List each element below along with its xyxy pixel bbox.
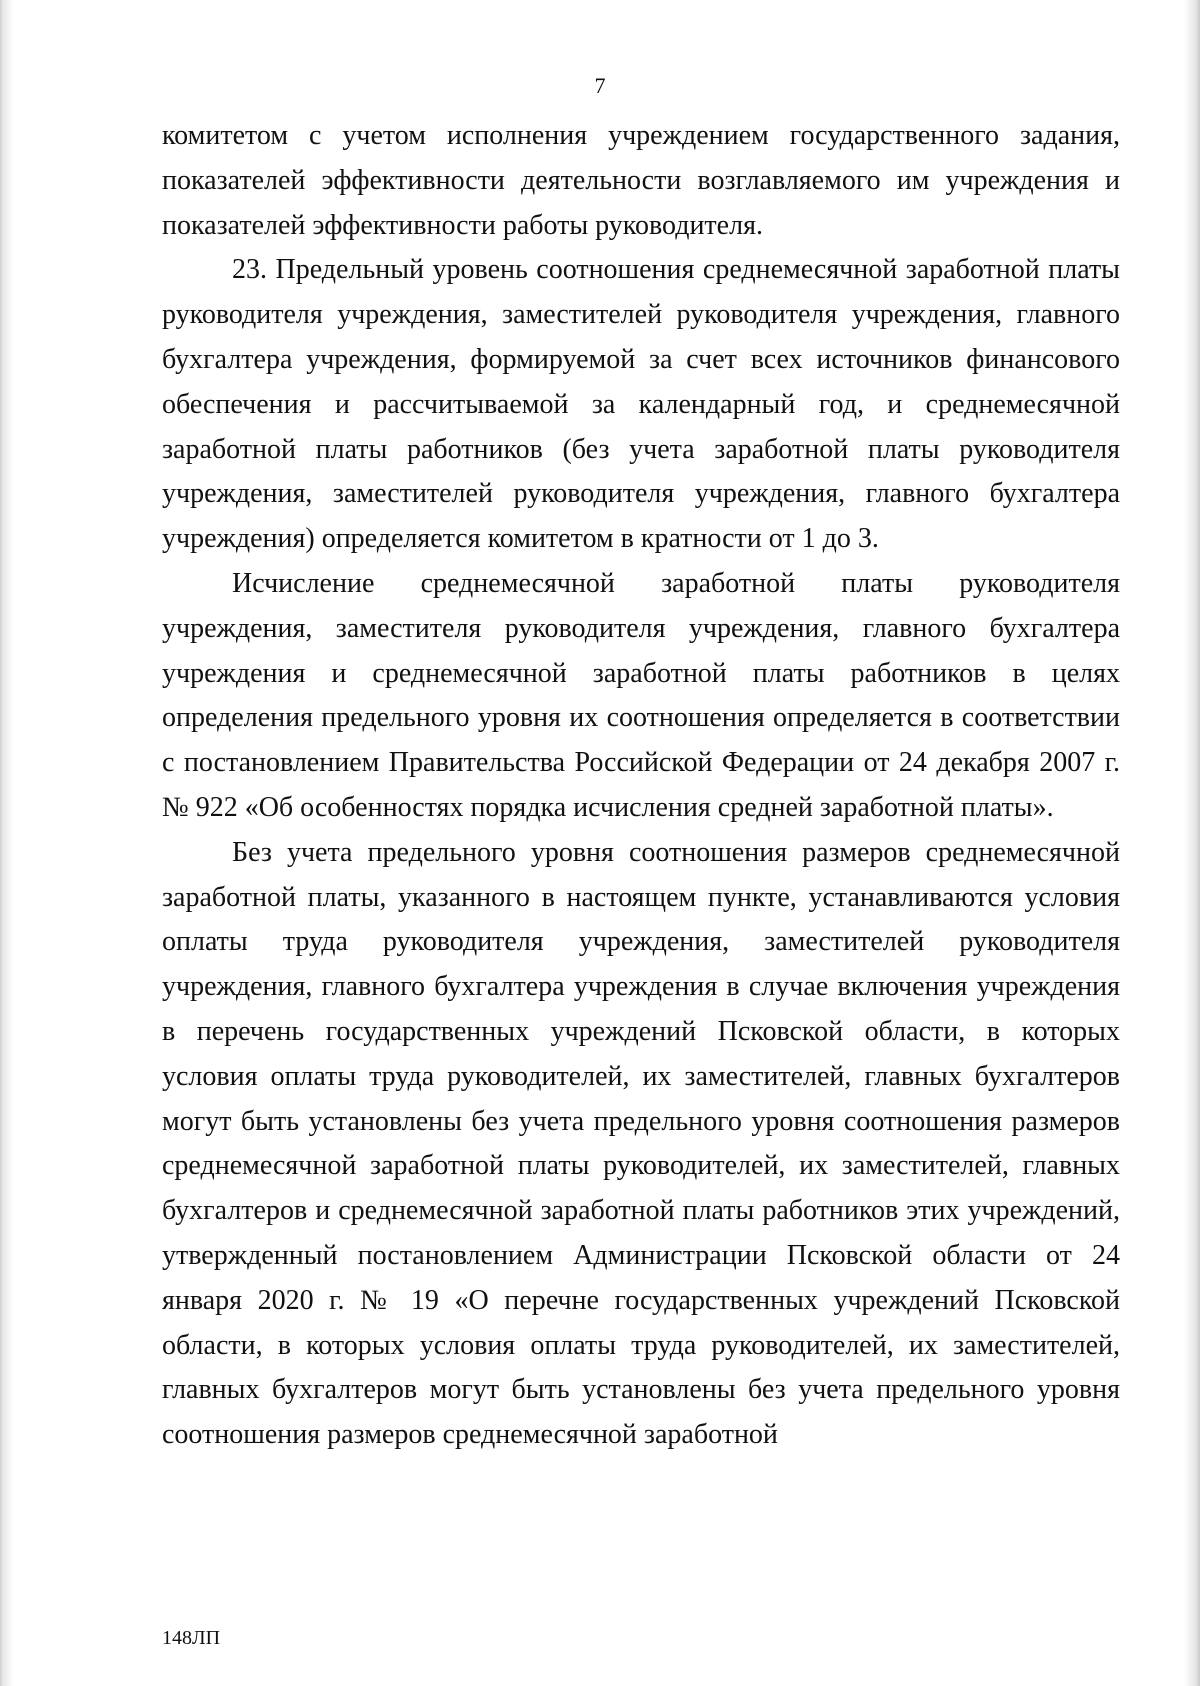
paragraph-exemption: Без учета предельного уровня соотношения размеров среднемесячной заработной платы, указанного в настоящем пункте, устанавливаются условия оплаты труда руководителя учреждения, заместителей руководителя учреждения, главного бухгалтера учреждения в случае включения учреждения в перечень государственных учреждений Псковской области, в которых условия оплаты труда руководителей, их заместителей, главных бухгалтеров могут быть установлены без учета предельного уровня соотношения размеров среднемесячной заработной платы руководителей, их заместителей, главных бухгалтеров и среднемесячной заработной платы работников этих учреждений, утвержденный постановлением Администрации Псковской области от 24 января 2020 г. № 19 «О перечне государственных учреждений Псковской области, в которых условия оплаты труда руководителей, их заместителей, главных бухгалтеров могут быть установлены без учета предельного уровня соотношения размеров среднемесячной заработной [162, 836, 1120, 1451]
paragraph-item-23: 23. Предельный уровень соотношения среднемесячной заработной платы руководителя учреждения, заместителей руководителя учреждения, главного бухгалтера учреждения, формируемой за счет всех источников финансового обеспечения и рассчитываемой за календарный год, и среднемесячной заработной платы работников (без учета заработной платы руководителя учреждения, заместителей руководителя учреждения, главного бухгалтера учреждения) определяется комитетом в кратности от 1 до 3. [162, 254, 1120, 555]
paragraph-continuation: комитетом с учетом исполнения учреждением государственного задания, показателей эффективности деятельности возглавляемого им учреждения и показателей эффективности работы руководителя. [162, 120, 1120, 241]
document-body [162, 114, 1120, 1458]
paragraph-calculation: Исчисление среднемесячной заработной платы руководителя учреждения, заместителя руководителя учреждения, главного бухгалтера учреждения и среднемесячной заработной платы работников в целях определения предельного уровня их соотношения определяется в соответствии с постановлением Правительства Российской Федерации от 24 декабря 2007 г. № 922 «Об особенностях порядка исчисления средней заработной платы». [162, 567, 1120, 823]
scan-edge-left [0, 0, 14, 1686]
page-number: 7 [594, 73, 606, 98]
scan-edge-right [1184, 0, 1200, 1686]
document-code: 148ЛП [162, 1627, 221, 1649]
